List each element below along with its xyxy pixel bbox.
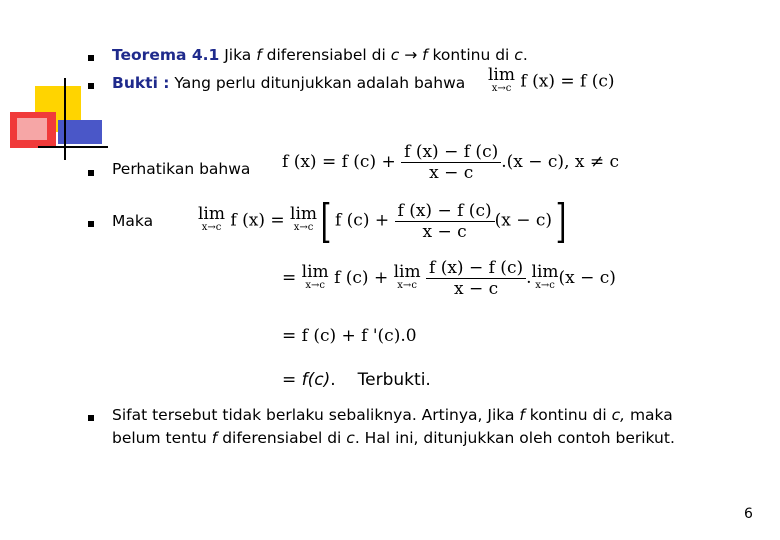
note-l1-a: Sifat tersebut tidak berlaku sebaliknya. Artinya, Jika	[112, 406, 520, 424]
bullet-perhatikan	[88, 170, 94, 176]
perhatikan-cond: , x ≠ c	[564, 152, 620, 172]
maka-l2-fraction: $\frac{f (x) - f (c)}{x - c}$	[426, 258, 526, 299]
left-bracket: [	[320, 194, 332, 248]
bullet-theorem	[88, 55, 94, 61]
note-l2-a: belum tentu	[112, 429, 212, 447]
maka-l1-tail: (x − c)	[494, 210, 553, 231]
theorem-c2: c	[514, 46, 523, 64]
maka-line-2	[282, 258, 616, 299]
theorem-line	[112, 46, 528, 64]
proof-line	[112, 74, 465, 92]
note-f1: f	[519, 406, 525, 424]
note-l2-c: . Hal ini, ditunjukkan oleh contoh berikut.	[354, 429, 675, 447]
theorem-c1: c	[390, 46, 400, 64]
maka-l2-eq: =	[282, 268, 302, 288]
note-l2-b: diferensiabel di	[217, 429, 347, 447]
right-bracket: ]	[555, 194, 567, 248]
note-c2: c	[346, 429, 355, 447]
maka-lim-3: lim x→c	[301, 261, 329, 291]
page-number: 6	[744, 506, 753, 522]
perhatikan-fraction: $\frac{f (x) - f (c)}{x - c}$	[401, 142, 501, 183]
maka-l1-fraction: $\frac{f (x) - f (c)}{x - c}$	[395, 201, 495, 242]
theorem-label: Teorema 4.1	[112, 46, 220, 64]
theorem-end: .	[522, 46, 528, 64]
note-f2: f	[211, 429, 218, 447]
bullet-note	[88, 415, 94, 421]
perhatikan-formula	[282, 142, 619, 183]
theorem-text-b: diferensiabel di	[261, 46, 391, 64]
theorem-text-c: kontinu di	[427, 46, 515, 64]
maka-label: Maka	[112, 212, 154, 230]
theorem-f2: f	[422, 46, 428, 64]
maka-lim-1: lim x→c	[198, 204, 225, 233]
note-l1-b: kontinu di	[524, 406, 612, 424]
note-c1: c,	[611, 406, 626, 424]
maka-l2-fc: f (c) +	[334, 268, 394, 288]
theorem-f1: f	[256, 46, 262, 64]
deco-pink-square	[17, 118, 47, 140]
maka-lim-2: lim x→c	[290, 204, 318, 233]
proof-label: Bukti :	[112, 74, 170, 92]
perhatikan-label: Perhatikan bahwa	[112, 160, 251, 178]
maka-l1-fc: f (c) +	[334, 210, 395, 231]
note-line-2	[112, 429, 675, 447]
proof-lim: lim x→c	[488, 65, 515, 94]
note-l1-c: maka	[625, 406, 673, 424]
theorem-arrow: →	[399, 46, 423, 64]
maka-lim-4: lim x→c	[393, 261, 421, 291]
perhatikan-lhs: f (x) = f (c) +	[282, 152, 402, 172]
terbukti-label: Terbukti.	[357, 370, 431, 390]
maka-l2-tail: (x − c)	[558, 268, 616, 288]
maka-line-4	[282, 370, 431, 390]
maka-l2-dot: .	[526, 268, 532, 288]
maka-line-1	[198, 194, 570, 248]
bullet-maka	[88, 221, 94, 227]
maka-l4-fc: f(c)	[301, 370, 331, 390]
note-line-1	[112, 406, 673, 424]
maka-line-3: = f (c) + f '(c).0	[282, 326, 417, 346]
bullet-proof	[88, 83, 94, 89]
proof-formula-rest: f (x) = f (c)	[520, 71, 615, 92]
perhatikan-rest: .(x − c)	[501, 152, 565, 172]
maka-l1-lhs: f (x) =	[230, 210, 291, 231]
deco-horizontal-line	[38, 146, 108, 148]
proof-text: Yang perlu ditunjukkan adalah bahwa	[169, 74, 466, 92]
proof-formula	[488, 65, 615, 96]
theorem-text-a: Jika	[219, 46, 257, 64]
maka-l4-eq: =	[282, 370, 302, 390]
maka-lim-5: lim x→c	[531, 261, 559, 291]
maka-l4-dot: .	[330, 370, 336, 390]
